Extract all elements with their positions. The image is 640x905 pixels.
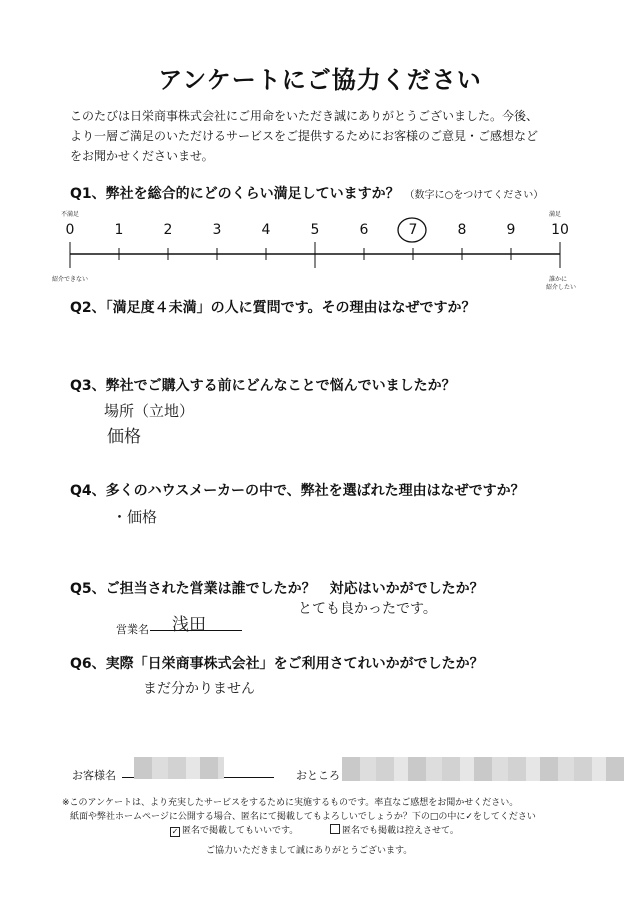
footer-note-2: 紙面や弊社ホームページに公開する場合、匿名にて掲載してもよろしいでしょうか？下の□の中に✓をしてください [70,812,536,822]
question-3-answer-1: 場所（立地） [104,402,195,420]
selected-value-circle [394,216,430,246]
intro-text [70,106,590,166]
scale-number[interactable]: 8 [457,222,467,238]
question-1-label: Q1、弊社を総合的にどのくらい満足していますか？ [70,186,400,202]
scale-number[interactable]: 1 [114,222,124,238]
address-label: おところ [296,769,340,782]
checkbox-anonymous-checked[interactable]: ✓ [171,827,179,836]
question-3-label: Q3、弊社でご購入する前にどんなことで悩んでいましたか？ [70,378,456,394]
footer-thanks: ご協力いただきまして誠にありがとうございます。 [206,846,413,856]
question-5-answer: とても良かったです。 [298,601,437,617]
sales-name-value: 浅田 [172,615,206,635]
scale-number[interactable]: 5 [310,222,320,238]
sales-name-label: 営業名 [116,623,149,636]
question-4-label: Q4、多くのハウスメーカーの中で、弊社を選ばれた理由はなぜですか？ [70,483,525,499]
option-anonymous [170,824,298,838]
scale-number[interactable]: 7 [408,222,418,238]
scale-number[interactable]: 3 [212,222,222,238]
option-anonymous-label: 匿名で掲載してもいいです。 [182,826,299,836]
checkbox-decline[interactable] [330,824,340,834]
page-title: アンケートにご協力ください [158,66,482,94]
scale-number[interactable]: 4 [261,222,271,238]
scale-number[interactable]: 9 [506,222,516,238]
question-1-note: （数字に○をつけてください） [404,190,544,201]
scale-number[interactable]: 2 [163,222,173,238]
scale-number[interactable]: 0 [65,222,75,238]
intro-line: をお聞かせくださいませ。 [70,149,214,163]
question-2-label: Q2、「満足度４未満」の人に質問です。その理由はなぜですか？ [70,300,476,316]
scale-right-bottom-1: 誰かに [549,276,568,283]
question-5-label: Q5、ご担当された営業は誰でしたか？ 対応はいかがでしたか？ [70,581,484,597]
intro-line: より一層ご満足のいただけるサービスをご提供するためにお客様のご意見・ご感想など [70,129,539,143]
scale-ticks [70,242,560,268]
option-decline [330,824,459,838]
scale-number[interactable]: 10 [551,222,569,238]
question-4-answer: ・価格 [112,508,158,526]
scale-right-top: 満足 [549,211,562,218]
scale-number[interactable]: 6 [359,222,369,238]
scale-left-top: 不満足 [61,211,80,218]
question-3-answer-2: 価格 [107,427,141,447]
intro-line: このたびは日栄商事株式会社にご用命をいただき誠にありがとうございました。今後、 [70,109,539,123]
customer-name-label: お客様名 [72,769,116,782]
footer-note-1: ※このアンケートは、より充実したサービスをするために実施するものです。率直なご感想をお聞かせください。 [62,798,519,808]
scale-right-bottom-2: 紹介したい [546,284,577,291]
satisfaction-scale [60,240,580,270]
address-redacted [342,757,624,781]
scale-left-bottom: 紹介できない [52,276,89,283]
question-1 [70,183,543,203]
customer-name-redacted [134,757,224,779]
question-6-answer: まだ分かりません [143,681,255,697]
question-6-label: Q6、実際「日栄商事株式会社」をご利用さてれいかがでしたか？ [70,656,484,672]
option-decline-label: 匿名でも掲載は控えさせて。 [342,826,459,836]
